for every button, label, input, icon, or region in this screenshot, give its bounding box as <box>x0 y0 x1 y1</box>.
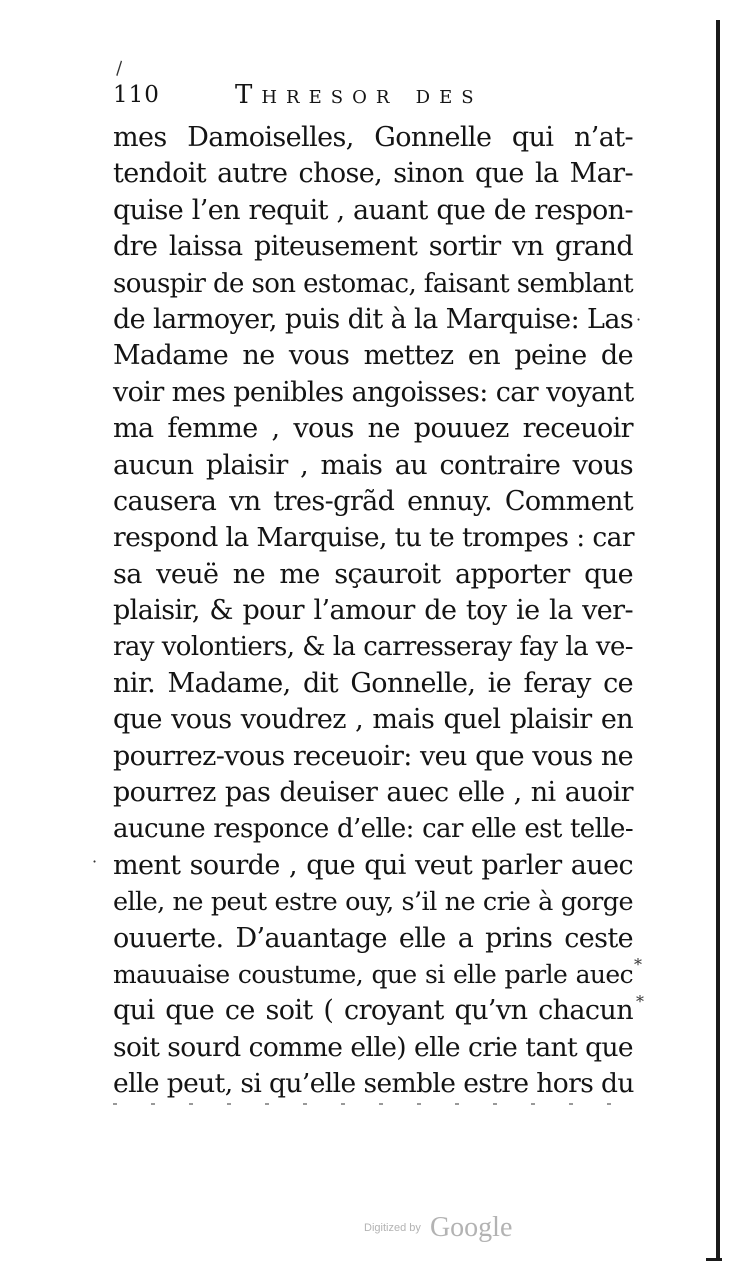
text-line: elle, ne peut estre ouy, s’il ne crie à gorge <box>113 887 633 918</box>
text-line: causera vn tres-grãd ennuy. Comment <box>113 485 633 517</box>
stray-mark: * <box>634 955 642 974</box>
stray-mark: · <box>636 310 642 329</box>
text-line: ray volontiers, & la carresseray fay la ve- <box>113 632 633 663</box>
page-edge-tick <box>706 1258 722 1261</box>
text-line: aucune responce d’elle: car elle est telle- <box>113 814 633 845</box>
text-line: voir mes penibles angoisses: car voyant <box>113 376 634 408</box>
text-line: soit sourd comme elle) elle crie tant que <box>113 1031 633 1063</box>
text-line: mauuaise coustume, que si elle parle auec <box>113 959 633 989</box>
page-edge-rule <box>716 20 720 1260</box>
text-line: Madame ne vous mettez en peine de <box>113 340 633 372</box>
bottom-smudge-line <box>113 1103 633 1105</box>
body-text-block <box>113 120 633 1103</box>
text-line: tendoit autre chose, sinon que la Mar- <box>113 158 633 190</box>
running-header <box>113 82 633 118</box>
text-line: pourrez-vous receuoir: veu que vous ne <box>113 740 633 772</box>
watermark-small-text: Digitized by <box>364 1222 421 1234</box>
running-title: Thresor des <box>235 80 483 110</box>
text-line: respond la Marquise, tu te trompes : car <box>113 522 634 554</box>
text-line: elle peut, si qu’elle semble estre hors du <box>113 1068 634 1100</box>
text-line: mes Damoiselles, Gonnelle qui n’at- <box>113 122 633 153</box>
stray-mark: * <box>636 992 644 1011</box>
text-line: nir. Madame, dit Gonnelle, ie feray ce <box>113 667 633 699</box>
text-line: quise l’en requit , auant que de respon- <box>113 194 633 226</box>
digitized-watermark <box>364 1212 512 1244</box>
text-line: que vous voudrez , mais quel plaisir en <box>113 704 633 736</box>
text-line: souspir de son estomac, faisant semblant <box>113 268 633 299</box>
google-logo: Google <box>429 1212 513 1243</box>
stray-mark: · <box>92 852 98 871</box>
corner-stray-mark: \ <box>110 58 128 79</box>
text-line: ment sourde , que qui veut parler auec <box>113 849 633 881</box>
text-line: sa veuë ne me sçauroit apporter que <box>113 558 633 590</box>
text-line: plaisir, & pour l’amour de toy ie la ver- <box>113 595 633 627</box>
text-line: qui que ce soit ( croyant qu’vn chacun <box>113 995 633 1027</box>
text-line: ouuerte. D’auantage elle a prins ceste <box>113 922 633 954</box>
text-line: dre laissa piteusement sortir vn grand <box>113 231 633 263</box>
page-number: 110 <box>113 82 160 108</box>
text-line: ma femme , vous ne pouuez receuoir <box>113 413 633 445</box>
text-line: aucun plaisir , mais au contraire vous <box>113 449 633 481</box>
text-line: de larmoyer, puis dit à la Marquise: Las <box>113 303 634 335</box>
text-line: pourrez pas deuiser auec elle , ni auoir <box>113 777 633 809</box>
